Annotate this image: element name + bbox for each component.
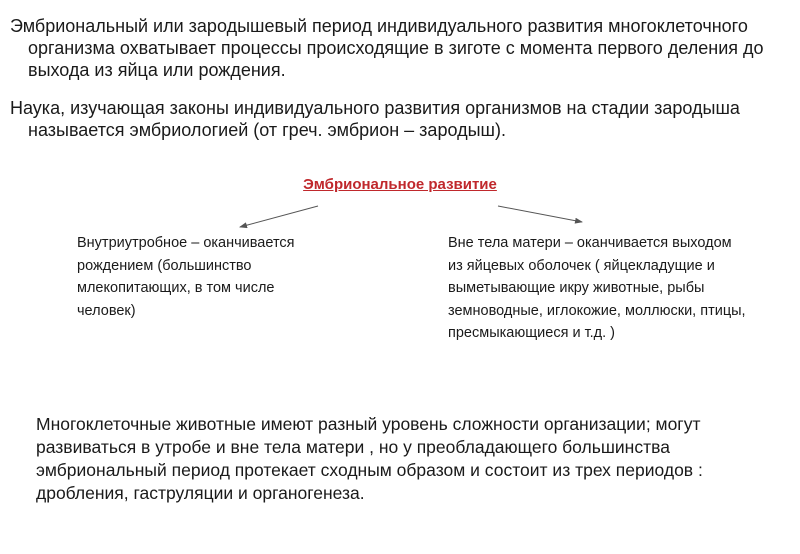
left-branch-text: Внутриутробное – оканчивается рождением (большинство млекопитающих, в том числе человек) xyxy=(77,235,295,319)
arrow-left xyxy=(240,206,318,227)
intro-paragraph-1: Эмбриональный или зародышевый период индивидуального развития многоклеточного организма охватывает процессы происходящие в зиготе с момента первого деления до выхода из яйца или рождения. xyxy=(10,16,764,80)
right-branch-text: Вне тела матери – оканчивается выходом из яйцевых оболочек ( яйцекладущие и выметывающие икру животные, рыбы земноводные, иглокожие, моллюски, птицы, пресмыкающиеся и т.д. ) xyxy=(448,235,746,341)
diagram-heading: Эмбриональное развитие xyxy=(303,176,497,193)
intro-paragraph-2: Наука, изучающая законы индивидуального развития организмов на стадии зародыша называется эмбриологией (от греч. эмбрион – зародыш). xyxy=(10,98,740,140)
summary-paragraph: Многоклеточные животные имеют разный уровень сложности организации; могут развиваться в утробе и вне тела матери , но у преобладающего большинства эмбриональный период протекает сходным образом и состоит из трех периодов : дробления, гаструляции и органогенеза. xyxy=(36,414,703,503)
arrow-right xyxy=(498,206,582,222)
